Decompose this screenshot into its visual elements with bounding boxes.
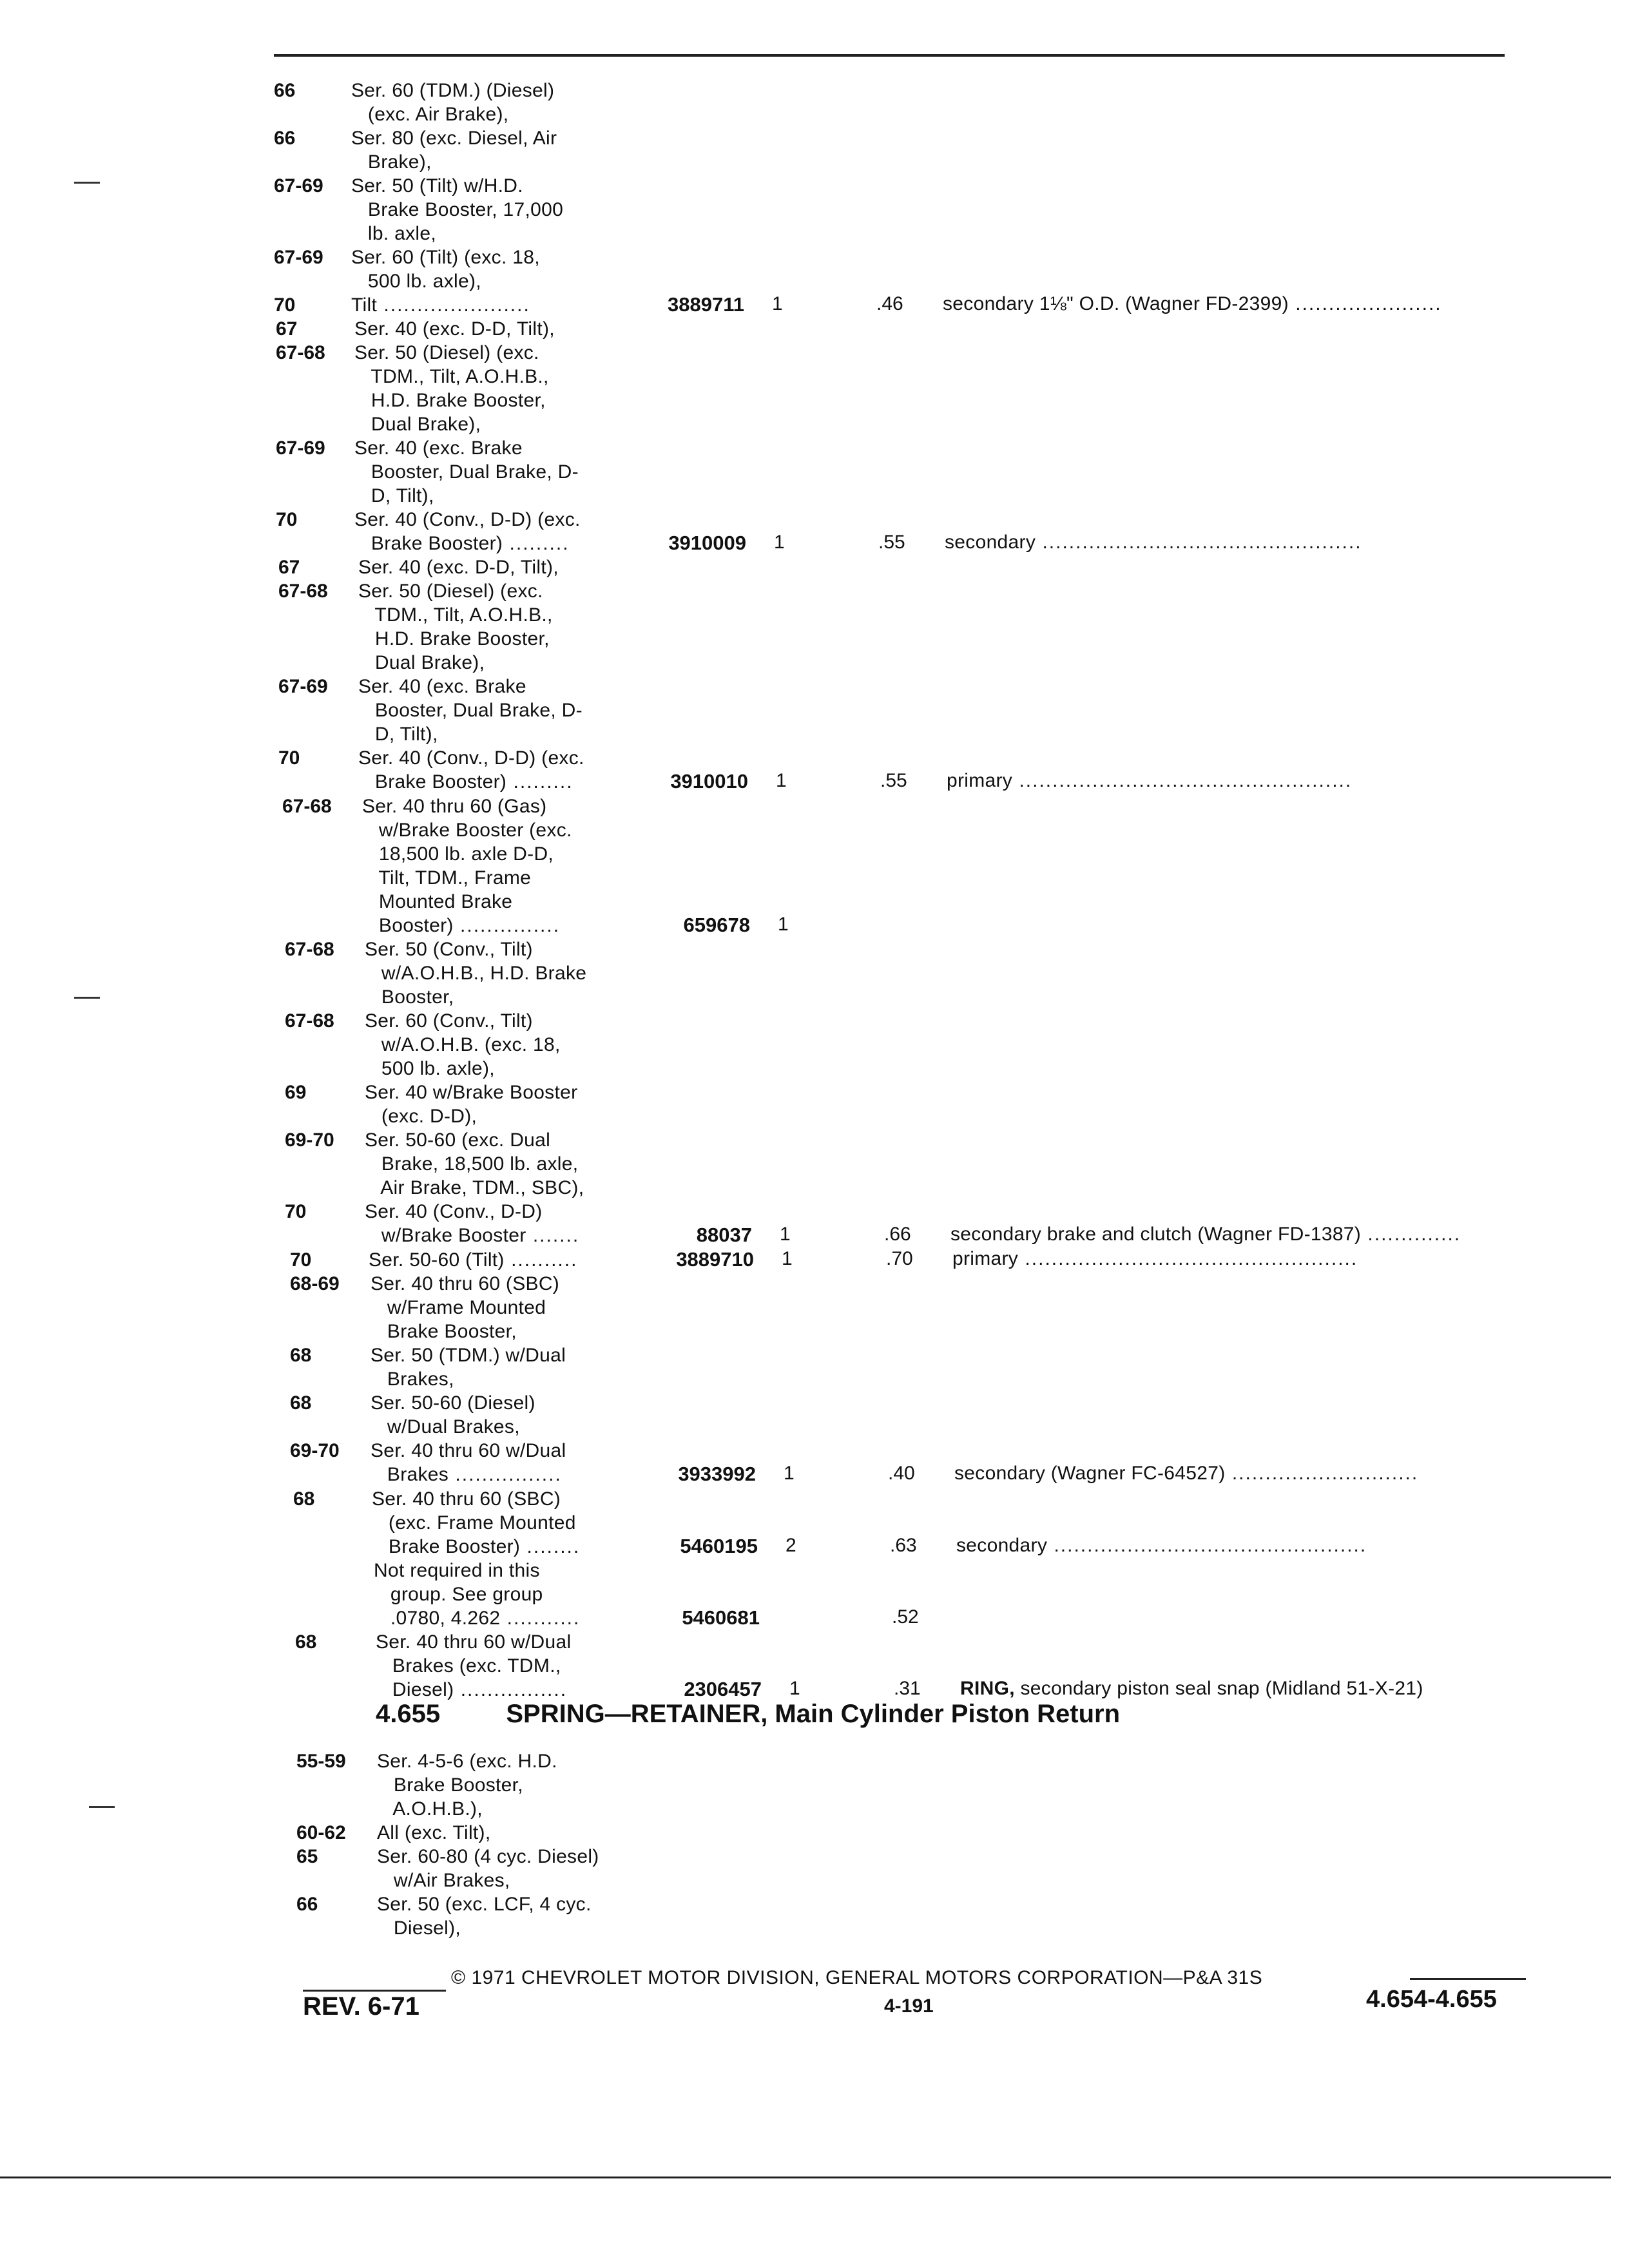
model-year: 67 <box>276 318 298 340</box>
model-year: 70 <box>274 294 296 316</box>
part-description <box>952 1248 1358 1270</box>
application-text: TDM., Tilt, A.O.H.B., <box>354 366 549 387</box>
part-number: 88037 <box>696 1224 752 1246</box>
model-year: 68 <box>290 1392 312 1414</box>
quantity: 1 <box>778 914 789 935</box>
application-text: Ser. 80 (exc. Diesel, Air <box>351 128 557 149</box>
price: .63 <box>890 1535 917 1556</box>
application-text: (exc. D-D), <box>365 1106 477 1127</box>
model-year: 70 <box>278 747 300 769</box>
application-text: Ser. 50 (exc. LCF, 4 cyc. <box>377 1894 592 1915</box>
model-year: 65 <box>296 1846 318 1867</box>
application-text: Ser. 40 thru 60 w/Dual <box>376 1631 572 1653</box>
leader-dots: ...................... <box>1288 293 1442 314</box>
price: .70 <box>886 1248 913 1269</box>
quantity: 1 <box>774 532 785 553</box>
model-year: 67-68 <box>282 796 332 817</box>
application-text: Mounted Brake <box>362 891 513 912</box>
application-text: Ser. 60 (Tilt) (exc. 18, <box>351 247 540 268</box>
model-year: 67-68 <box>285 1010 334 1032</box>
part-description <box>956 1535 1367 1557</box>
application-text: 500 lb. axle), <box>365 1058 495 1079</box>
application-text: Ser. 50 (Diesel) (exc. <box>358 581 543 602</box>
model-year: 67-69 <box>278 676 328 697</box>
application-text: Dual Brake), <box>358 652 485 673</box>
application-text: Brakes ................ <box>371 1464 562 1485</box>
top-rule <box>274 54 1505 57</box>
part-description <box>943 293 1442 315</box>
application-text: Booster, Dual Brake, D- <box>354 461 579 483</box>
application-text: Ser. 50-60 (exc. Dual <box>365 1129 551 1151</box>
price: .40 <box>888 1463 915 1484</box>
leader-dots: ............................................... <box>1047 1535 1367 1556</box>
model-year: 68 <box>290 1345 312 1366</box>
model-year: 67-69 <box>276 437 325 459</box>
model-year: 69-70 <box>290 1440 340 1461</box>
leader-dots: ......... <box>506 771 574 793</box>
application-text: Brake Booster, 17,000 <box>351 199 564 220</box>
footer-rule-left <box>303 1990 446 1992</box>
model-year: 66 <box>274 128 296 149</box>
application-text: Ser. 60-80 (4 cyc. Diesel) <box>377 1846 599 1867</box>
hole-punch-mark <box>74 997 100 999</box>
part-number: 3889711 <box>668 293 744 316</box>
application-text: (exc. Air Brake), <box>351 104 509 125</box>
application-text: Ser. 40 (exc. D-D, Tilt), <box>354 318 555 340</box>
application-text: Booster) ............... <box>362 915 561 936</box>
model-year: 60-62 <box>296 1822 346 1843</box>
model-year: 67-69 <box>274 175 323 197</box>
application-text: Ser. 60 (Conv., Tilt) <box>365 1010 533 1032</box>
part-description <box>947 770 1352 792</box>
model-year: 69-70 <box>285 1129 334 1151</box>
part-number: 2306457 <box>684 1678 762 1700</box>
part-description <box>960 1678 1423 1700</box>
quantity: 1 <box>782 1248 793 1269</box>
application-text: Ser. 40 thru 60 w/Dual <box>371 1440 566 1461</box>
description-text: secondary brake and clutch (Wagner FD-1387) <box>950 1224 1362 1245</box>
application-text: w/Dual Brakes, <box>371 1416 520 1437</box>
application-text: Brake Booster, <box>377 1774 523 1796</box>
hole-punch-mark <box>74 182 100 184</box>
section-heading <box>376 1700 1120 1729</box>
application-text: Ser. 4-5-6 (exc. H.D. <box>377 1751 557 1772</box>
application-text: Ser. 50 (Tilt) w/H.D. <box>351 175 523 197</box>
application-text: Ser. 40 thru 60 (SBC) <box>372 1488 561 1510</box>
application-text: Ser. 40 (Conv., D-D) <box>365 1201 543 1222</box>
application-text: w/A.O.H.B. (exc. 18, <box>365 1034 561 1055</box>
price: .52 <box>892 1606 919 1628</box>
quantity: 1 <box>784 1463 795 1484</box>
application-text: Air Brake, TDM., SBC), <box>365 1177 584 1198</box>
application-text: D, Tilt), <box>358 724 438 745</box>
description-text: secondary <box>945 532 1036 553</box>
application-text: Tilt ...................... <box>351 294 530 316</box>
price: .66 <box>884 1224 911 1245</box>
section-number: 4.655 <box>376 1700 441 1728</box>
application-text: Diesel), <box>377 1917 461 1939</box>
description-text: secondary <box>956 1535 1048 1556</box>
quantity: 1 <box>789 1678 800 1699</box>
part-description <box>950 1224 1461 1245</box>
application-text: Ser. 50-60 (Diesel) <box>371 1392 535 1414</box>
part-number: 3889710 <box>676 1248 754 1271</box>
leader-dots: ......... <box>503 533 570 554</box>
application-text: Ser. 40 thru 60 (Gas) <box>362 796 547 817</box>
part-number: 3910010 <box>670 770 748 793</box>
price: .55 <box>880 770 907 791</box>
page-number: 4-191 <box>884 1995 934 2017</box>
leader-dots: .......... <box>504 1249 578 1271</box>
leader-dots: ................ <box>454 1679 568 1700</box>
leader-dots: .............. <box>1361 1224 1461 1245</box>
bottom-rule <box>0 2177 1611 2178</box>
application-text: D, Tilt), <box>354 485 434 506</box>
application-text: w/Brake Booster ....... <box>365 1225 580 1246</box>
application-text: Ser. 40 (Conv., D-D) (exc. <box>354 509 581 530</box>
model-year: 66 <box>274 80 296 101</box>
application-text: Ser. 50-60 (Tilt) .......... <box>369 1249 578 1271</box>
application-text: Brake Booster) ......... <box>358 771 574 793</box>
application-text: Brake Booster, <box>371 1321 517 1342</box>
model-year: 70 <box>290 1249 312 1271</box>
description-text: primary <box>952 1248 1019 1269</box>
section-title: SPRING—RETAINER, Main Cylinder Piston Return <box>506 1700 1121 1728</box>
leader-dots: ................................................ <box>1036 532 1362 553</box>
application-text: H.D. Brake Booster, <box>354 390 546 411</box>
price: .55 <box>878 532 905 553</box>
application-text: A.O.H.B.), <box>377 1798 483 1820</box>
description-text: secondary (Wagner FC-64527) <box>954 1463 1226 1484</box>
application-text: Ser. 40 thru 60 (SBC) <box>371 1273 560 1294</box>
application-text: Ser. 50 (Conv., Tilt) <box>365 939 533 960</box>
description-text: secondary piston seal snap (Midland 51-X-21) <box>1014 1678 1423 1699</box>
leader-dots: .................................................. <box>1018 1248 1358 1269</box>
application-text: Booster, Dual Brake, D- <box>358 700 583 721</box>
application-text: Ser. 50 (TDM.) w/Dual <box>371 1345 566 1366</box>
model-year: 67-68 <box>285 939 334 960</box>
application-text: Ser. 60 (TDM.) (Diesel) <box>351 80 555 101</box>
quantity: 1 <box>780 1224 791 1245</box>
application-text: H.D. Brake Booster, <box>358 628 550 649</box>
model-year: 68 <box>293 1488 315 1510</box>
copyright-line: © 1971 CHEVROLET MOTOR DIVISION, GENERAL MOTORS CORPORATION—P&A 31S <box>451 1967 1263 1988</box>
application-text: .0780, 4.262 ........... <box>374 1608 581 1629</box>
model-year: 67-68 <box>278 581 328 602</box>
model-year: 69 <box>285 1082 307 1103</box>
application-text: Diesel) ................ <box>376 1679 568 1700</box>
part-number: 659678 <box>683 914 750 936</box>
leader-dots: ....... <box>526 1225 580 1246</box>
model-year: 68-69 <box>290 1273 340 1294</box>
application-text: All (exc. Tilt), <box>377 1822 491 1843</box>
group-range: 4.654-4.655 <box>1366 1986 1497 2013</box>
model-year: 67-68 <box>276 342 325 363</box>
revision-label: REV. 6-71 <box>303 1992 419 2021</box>
quantity: 2 <box>786 1535 796 1556</box>
application-text: Tilt, TDM., Frame <box>362 867 532 889</box>
application-text: Ser. 50 (Diesel) (exc. <box>354 342 539 363</box>
footer-rule-right <box>1410 1978 1526 1980</box>
application-text: Dual Brake), <box>354 414 481 435</box>
application-text: w/A.O.H.B., H.D. Brake <box>365 963 587 984</box>
application-text: (exc. Frame Mounted <box>372 1512 576 1533</box>
application-text: 18,500 lb. axle D-D, <box>362 843 554 865</box>
model-year: 70 <box>276 509 298 530</box>
application-text: 500 lb. axle), <box>351 271 481 292</box>
application-text: Brake Booster) ......... <box>354 533 570 554</box>
model-year: 55-59 <box>296 1751 346 1772</box>
part-number: 5460195 <box>680 1535 758 1557</box>
quantity: 1 <box>776 770 787 791</box>
application-text: Brakes, <box>371 1369 454 1390</box>
application-text: w/Brake Booster (exc. <box>362 820 572 841</box>
application-text: Ser. 40 (exc. Brake <box>358 676 526 697</box>
leader-dots: ...................... <box>377 294 530 316</box>
application-text: lb. axle, <box>351 223 436 244</box>
leader-dots: ........ <box>520 1536 581 1557</box>
application-text: group. See group <box>374 1584 543 1605</box>
hole-punch-mark <box>89 1806 115 1808</box>
part-number: 3910009 <box>668 532 746 554</box>
application-text: Ser. 40 (Conv., D-D) (exc. <box>358 747 584 769</box>
application-text: w/Frame Mounted <box>371 1297 546 1318</box>
application-text: Brakes (exc. TDM., <box>376 1655 561 1677</box>
part-description <box>954 1463 1418 1485</box>
part-description <box>945 532 1362 553</box>
leader-dots: ............... <box>453 915 561 936</box>
application-text: TDM., Tilt, A.O.H.B., <box>358 604 553 626</box>
application-text: Brake, 18,500 lb. axle, <box>365 1153 579 1175</box>
description-text: primary <box>947 770 1013 791</box>
quantity: 1 <box>772 293 783 314</box>
application-text: Not required in this <box>374 1560 540 1581</box>
description-text: secondary 1⅛" O.D. (Wagner FD-2399) <box>943 293 1289 314</box>
application-text: Brake), <box>351 151 432 173</box>
application-text: Booster, <box>365 986 454 1008</box>
price: .46 <box>876 293 903 314</box>
application-text: Ser. 40 (exc. D-D, Tilt), <box>358 557 559 578</box>
leader-dots: .................................................. <box>1012 770 1353 791</box>
application-text: Brake Booster) ........ <box>372 1536 581 1557</box>
model-year: 66 <box>296 1894 318 1915</box>
leader-dots: ........... <box>500 1608 581 1629</box>
leader-dots: ................ <box>448 1464 562 1485</box>
part-number: 3933992 <box>678 1463 756 1485</box>
model-year: 68 <box>295 1631 317 1653</box>
part-name: RING, <box>960 1678 1015 1699</box>
model-year: 67 <box>278 557 300 578</box>
price: .31 <box>894 1678 921 1699</box>
leader-dots: ............................ <box>1225 1463 1419 1484</box>
application-text: Ser. 40 (exc. Brake <box>354 437 523 459</box>
application-text: Ser. 40 w/Brake Booster <box>365 1082 578 1103</box>
part-number: 5460681 <box>682 1606 760 1629</box>
model-year: 70 <box>285 1201 307 1222</box>
application-text: w/Air Brakes, <box>377 1870 510 1891</box>
model-year: 67-69 <box>274 247 323 268</box>
